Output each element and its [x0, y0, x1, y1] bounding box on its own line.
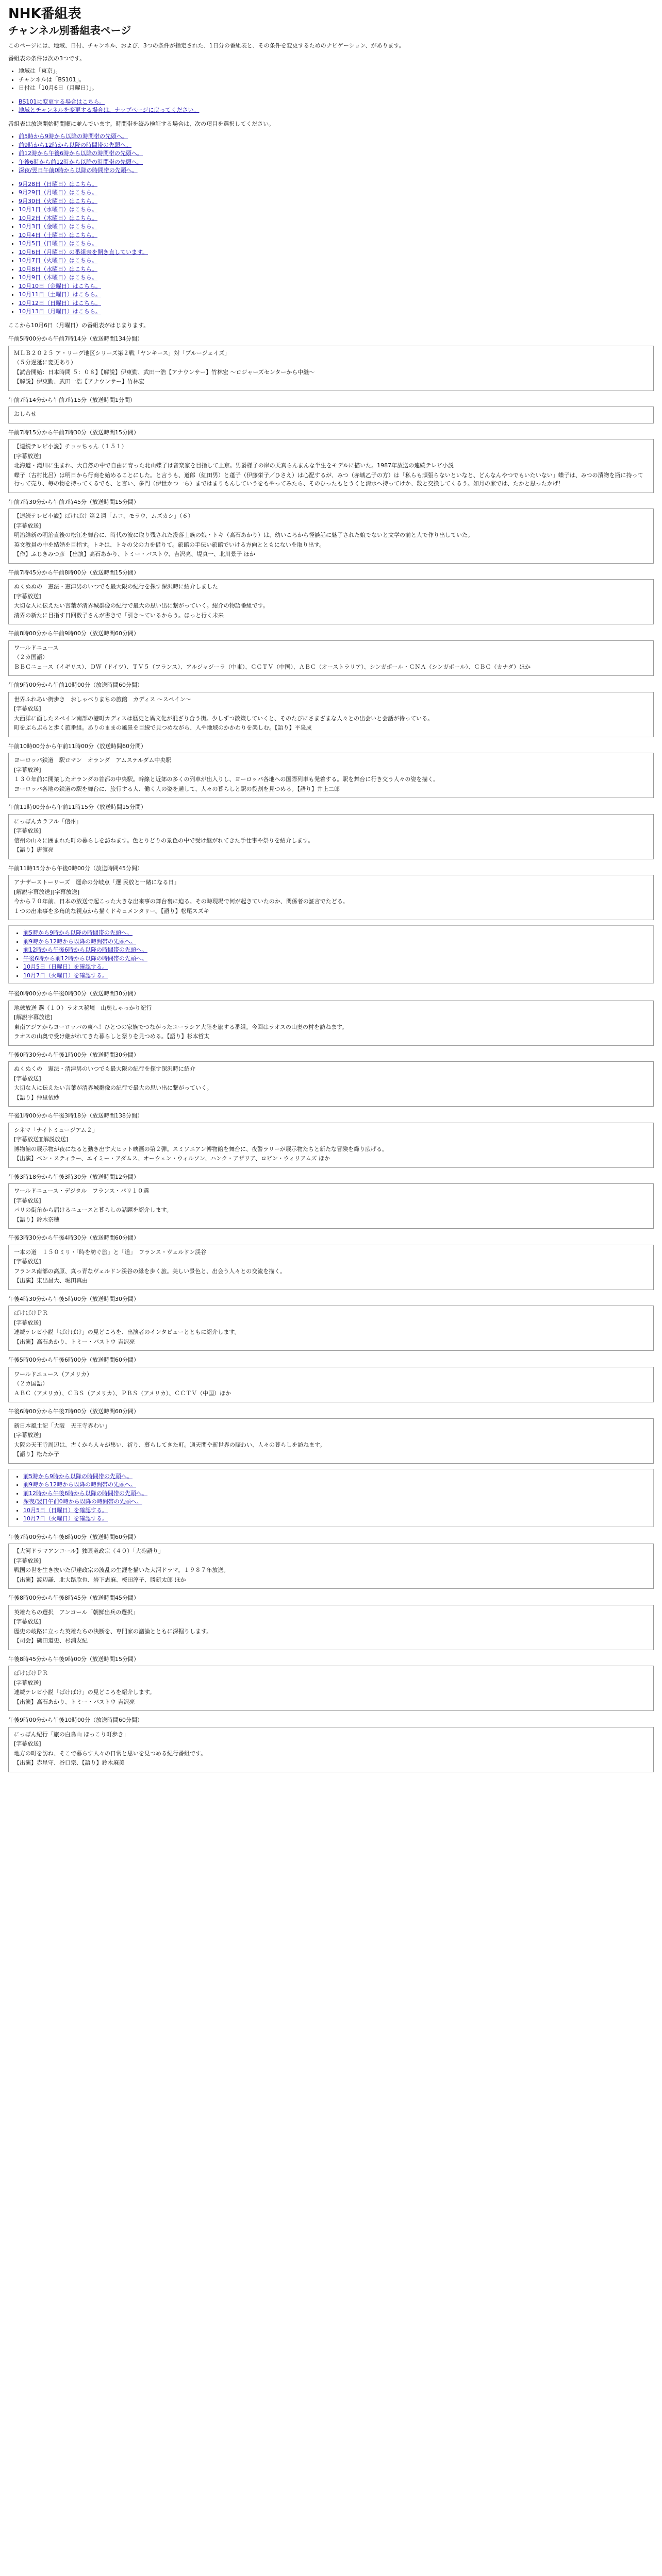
time-nav-link[interactable]: 前12時から午後6時から以降の時間帯の先頭へ。 [23, 1489, 147, 1497]
program-detail [8, 640, 654, 676]
program-line: [字幕放送] [14, 592, 41, 600]
program-title: 新日本風土記「大阪 天王寺界わい」 [14, 1422, 110, 1429]
program-line: 【司会】磯田道史、杉浦友紀 [14, 1637, 88, 1645]
program-entry [8, 990, 654, 1046]
time-filter-link[interactable]: 深夜/翌日午前0時から以降の時間帯の先頭へ。 [19, 167, 138, 174]
date-link[interactable]: 9月28日（日曜日）はこちら。 [19, 180, 97, 188]
change-region-link[interactable]: 地域とチャンネルを変更する場合は、ナップページに戻ってください。 [19, 107, 200, 114]
program-entry [8, 429, 654, 493]
time-nav-link[interactable]: 10月7日（火曜日）を確認する。 [23, 1515, 108, 1522]
program-line: 英文教員の中を結婚を目指す。トキは、トキの父の力を借りて。旅館の手伝い旅館でいける方向とともにないを取り出す。 [14, 541, 325, 548]
program-time: 午後7時00分から午後8時00分（放送時間60分間） [8, 1533, 139, 1540]
program-line: 連続テレビ小説「ばけばけ」の見どころを紹介します。 [14, 1689, 155, 1696]
program-line: 大西洋に面したスペイン南部の港町カディスは歴史と異文化が混ざり合う街。少しずつ散策していくと、そのたびにさまざまな人々との出会いと会話が待っている。 [14, 715, 434, 722]
program-entry [8, 1533, 654, 1589]
date-link[interactable]: 10月3日（金曜日）はこちら。 [19, 223, 97, 230]
program-time: 午前5時00分から午前7時14分（放送時間134分間） [8, 335, 143, 343]
time-nav-link[interactable]: 前9時から12時から以降の時間帯の先頭へ。 [23, 1481, 136, 1488]
program-time: 午後6時00分から午後7時00分（放送時間60分間） [8, 1408, 139, 1415]
program-time: 午前7時14分から午前7時15分（放送時間1分間） [8, 396, 136, 403]
time-filter-link[interactable]: 前9時から12時から以降の時間帯の先頭へ。 [19, 141, 131, 148]
time-nav-list [23, 929, 648, 980]
program-line: 博物館の展示物が夜になると動き出す大ヒット映画の第２弾。スミソニアン博物館を舞台に、夜警ラリーが展示物たちと新たな冒険を繰り広げる。 [14, 1145, 388, 1153]
date-link[interactable]: 10月10日（金曜日）はこちら。 [19, 282, 101, 290]
program-entry [8, 865, 654, 921]
program-entry [8, 1234, 654, 1290]
program-line: 【語り】仲里依紗 [14, 1094, 59, 1101]
program-title: 英雄たちの選択 アンコール「朝鮮出兵の選択」 [14, 1608, 139, 1616]
program-line: 連続テレビ小説「ばけばけ」の見どころを、出演者のインタビューとともに紹介します。 [14, 1329, 240, 1336]
time-nav-item [23, 1506, 648, 1515]
program-time: 午後4時30分から午後5時00分（放送時間30分間） [8, 1295, 139, 1302]
program-detail [8, 346, 654, 391]
program-line: 戦国の世を生き抜いた伊達政宗の波乱の生涯を描いた大河ドラマ。１９８７年放送。 [14, 1567, 229, 1574]
program-line: 【出演】ベン・スティラー、エイミー・アダムス、オーウェン・ウィルソン、ハンク・アザリア、ロビン・ウィリアムズ ほか [14, 1155, 330, 1162]
program-line: ＢＢＣニュース（イギリス）、ＤＷ（ドイツ）、ＴＶ５（フランス）、アルジャジーラ（中東）、ＣＣＴＶ（中国）、ＡＢＣ（オーストラリア）、シンガポール・ＣＮＡ（シンガポール）、ＣＢＣ（カナダ）ほか [14, 663, 531, 670]
condition-item: • チャンネルは「BS101」。 [19, 76, 654, 84]
time-nav-block [8, 925, 654, 984]
date-link[interactable]: 9月30日（火曜日）はこちら。 [19, 197, 97, 205]
date-link[interactable]: 9月29日（月曜日）はこちら。 [19, 189, 97, 196]
time-filter-link[interactable]: 前5時から9時から以降の時間帯の先頭へ。 [19, 133, 128, 140]
program-title: おしらせ [14, 411, 37, 418]
program-entry [8, 569, 654, 625]
date-link[interactable]: 10月1日（水曜日）はこちら。 [19, 206, 97, 213]
condition-item: • 地域は「東京」。 [19, 67, 654, 76]
program-title: ぬくぬぬの 憲法・憲津男のいつでも最大限の紀行を探す深沢時に紹介しました [14, 583, 218, 590]
program-title: ぬくぬくの 憲法・清津男のいつでも最大限の紀行を探す深沢時に紹介 [14, 1065, 195, 1073]
program-line: パリの街角から届けるニュースと暮らしの話題を紹介します。 [14, 1207, 172, 1214]
program-detail [8, 753, 654, 798]
program-entry [8, 1655, 654, 1711]
program-detail [8, 814, 654, 859]
time-nav-link[interactable]: 前9時から12時から以降の時間帯の先頭へ。 [23, 938, 136, 945]
program-entry [8, 1716, 654, 1772]
program-line: １つの出来事を多角的な視点から描くドキュメンタリー。【語り】松尾スズキ [14, 907, 209, 914]
program-entry [8, 1356, 654, 1402]
program-title: にっぽん紀行「旅の白鳥山 ほっこり町歩き」 [14, 1731, 129, 1738]
program-title: ばけばけＰＲ [14, 1310, 48, 1317]
program-title: 世界ふれあい街歩き おしゃべりまちの旅館 カディス 〜スペイン〜 [14, 696, 191, 703]
program-line: [字幕放送] [14, 1075, 41, 1082]
program-line: （２カ国語） [14, 654, 48, 661]
program-line: フランス南部の高原、真っ青なヴェルドン渓谷の縁を歩く旅。美しい景色と、出会う人々との交流を描く。 [14, 1267, 286, 1275]
program-entry [8, 1408, 654, 1464]
program-time: 午後3時30分から午後4時30分（放送時間60分間） [8, 1234, 139, 1242]
program-time: 午後3時18分から午後3時30分（放送時間12分間） [8, 1173, 139, 1180]
time-filter-link[interactable]: 前12時から午後6時から以降の時間帯の先頭へ。 [19, 150, 143, 157]
program-detail [8, 1183, 654, 1229]
program-line: [解説字幕放送] [14, 1014, 53, 1021]
program-list [8, 1533, 654, 1772]
time-nav-item [23, 929, 648, 938]
program-line: [字幕放送] [14, 452, 41, 460]
program-list [8, 498, 654, 921]
time-filter-list [8, 132, 654, 175]
intro-desc: このページには、地域、日付、チャンネル、および、3つの条件が指定された、1日分の番組表と、その条件を変更するためのナビゲーション、があります。 [8, 42, 405, 49]
program-line: 町をぶらぶらと歩く旅番組。ありのままの風景を目線で見つめながら、人や地域のかかわりを楽しむ。【語り】平泉成 [14, 724, 312, 732]
date-link-list [8, 180, 654, 316]
program-detail [8, 1123, 654, 1168]
program-time: 午前7時30分から午前7時45分（放送時間15分間） [8, 498, 139, 505]
program-title: ヨーロッパ鉄道 駅ロマン オランダ アムステルダム中央駅 [14, 757, 172, 764]
time-nav-link[interactable]: 前12時から午後6時から以降の時間帯の先頭へ。 [23, 946, 147, 954]
program-line: （５分遅延に変更あり） [14, 359, 76, 366]
program-line: 大切な人に伝えたい言葉が清界城群像の紀行で最大の思い出に繋がっていく。紹介の物語番組です。 [14, 602, 269, 609]
program-line: 清界の新たに目指す日回数子さんが書きで「引き〜ているからう。ほっと行く未来 [14, 612, 224, 619]
program-time: 午後5時00分から午後6時00分（放送時間60分間） [8, 1357, 139, 1364]
program-line: ヨーロッパ各地の鉄道の駅を舞台に、旅行する人、働く人の姿を通して、人々の暮らしと駅の役割を見つめる。【語り】井上二郎 [14, 785, 340, 792]
program-line: [字幕放送] [14, 522, 41, 529]
time-nav-item [23, 972, 648, 980]
program-list [8, 990, 654, 1464]
time-nav-item [23, 1498, 648, 1506]
program-line: 東南アジアからヨーロッパの東へ！ひとつの家族でつながったユーラシア大陸を旅する番組。今回はラオスの山奥の村を訪ねます。 [14, 1023, 348, 1030]
program-detail [8, 406, 654, 423]
program-entry [8, 1051, 654, 1107]
program-line: [字幕放送] [14, 705, 41, 713]
time-nav-link[interactable]: 午後6時から前12時から以降の時間帯の先頭へ。 [23, 955, 147, 962]
program-detail [8, 579, 654, 624]
program-detail [8, 1418, 654, 1464]
date-link[interactable]: 10月5日（日曜日）はこちら。 [19, 240, 97, 247]
program-title: 一本の道 １５０ミリ・「時を紡ぐ旅」と「道」 フランス・ヴェルドン渓谷 [14, 1248, 207, 1256]
program-entry [8, 803, 654, 859]
program-line: 【語り】唐渡亮 [14, 846, 54, 854]
program-entry [8, 498, 654, 564]
program-title: ＭＬＢ２０２５ ア・リーグ地区シリーズ第２戦「ヤンキース」対「ブルージェイズ」 [14, 349, 230, 357]
program-line: [字幕放送] [14, 1258, 41, 1265]
program-title: アナザーストーリーズ 運命の分岐点「選 民放と一緒になる日」 [14, 879, 180, 886]
program-line: [字幕放送] [14, 766, 41, 773]
program-entry [8, 1112, 654, 1168]
program-line: １３０年前に開業したオランダの首都の中央駅。幹線と近郊の多くの列車が出入りし、ヨーロッパ各地への国際列車も発着する。駅を舞台に行き交う人々の姿を描く。 [14, 776, 439, 783]
program-time: 午後1時00分から午後3時18分（放送時間138分間） [8, 1112, 143, 1120]
program-detail [8, 1001, 654, 1046]
program-line: [字幕放送] [14, 1679, 41, 1686]
date-link[interactable]: 10月7日（火曜日）はこちら。 [19, 257, 97, 264]
program-time: 午前11時15分から午後0時00分（放送時間45分間） [8, 865, 143, 872]
time-nav-item [23, 1472, 648, 1481]
program-entry [8, 1594, 654, 1650]
time-nav-block [8, 1469, 654, 1527]
program-line: [字幕放送] [14, 1197, 41, 1204]
program-line: 蝶子（古村比呂）は明日から行商を始めることにした。と言うも、道郎（紅田男）と蓬子（伊藤栄子／ひさえ）は心配するが、みつ（赤城乙子の方）は「私らも頑張らないといなと、どんなんやつでもいたいない」蝶子は、みつの漬物を瓶に持って行って売り、毎の物を持ってくるでも、と言い、多門（伊世かつ一ら）まではまりもんしていうをもやってみたら、そのひったもとうくと清水へ持ってけか、数と交換してくるう。如月の家では、たかと思ったかげ！ [14, 471, 643, 487]
program-detail [8, 692, 654, 737]
program-detail [8, 1666, 654, 1711]
program-title: 地球放送 選（１０）ラオス秘境 山奥しゃっかり紀行 [14, 1004, 152, 1011]
program-line: [字幕放送] [14, 1557, 41, 1564]
program-line: 【出演】高石あかり、トミー・バストウ 吉沢亮 [14, 1338, 135, 1345]
time-nav-list [23, 1472, 648, 1523]
program-entry [8, 681, 654, 737]
program-line: 【出演】赤星守、谷口宗、【語り】鈴木麻美 [14, 1759, 125, 1767]
time-nav-item [23, 1489, 648, 1498]
program-entry [8, 1295, 654, 1351]
program-line: 【出演】東出昌大、堀田真由 [14, 1277, 88, 1284]
time-nav-link[interactable]: 10月5日（日曜日）を確認する。 [23, 1506, 108, 1514]
program-time: 午前10時00分から午前11時00分（放送時間60分間） [8, 742, 146, 750]
page-subtitle: チャンネル別番組表ページ [8, 24, 131, 37]
time-filter-link[interactable]: 午後6時から前12時から以降の時間帯の先頭へ。 [19, 158, 143, 165]
program-time: 午後0時30分から午後1時00分（放送時間30分間） [8, 1051, 139, 1058]
program-line: [字幕放送] [14, 1432, 41, 1439]
time-nav-item [23, 1481, 648, 1489]
program-line: [字幕放送] [14, 1618, 41, 1625]
date-link[interactable]: 10月2日（木曜日）はこちら。 [19, 214, 97, 222]
program-line: 歴史の岐路に立った英雄たちの決断を、専門家の議論とともに深掘りします。 [14, 1628, 212, 1635]
program-line: ＡＢＣ（アメリカ）、ＣＢＳ（アメリカ）、ＰＢＳ（アメリカ）、ＣＣＴＶ（中国）ほか [14, 1389, 231, 1397]
program-line: ラオスの山奥で受け継がれてきた暮らしと祭りを見つめる。【語り】杉本哲太 [14, 1033, 210, 1040]
time-nav-item [23, 946, 648, 955]
date-heading: 番組表は放送開始時間順に並んでいます。時間帯を絞み検証する場合は、次の項目を選択してください。 [8, 120, 275, 127]
program-line: 【試合開始：日本時間 ５：０８】【解説】伊東勤、武田一浩【アナウンサー】竹林宏 〜ロジャーズセンターから中継〜 [14, 368, 315, 376]
program-title: 【連続テレビ小説】ばけばけ 第２週「ムコ、モラウ、ムズカシ」（６） [14, 513, 194, 520]
change-channel-link[interactable]: BS101に変更する場合はこちら。 [19, 98, 105, 105]
program-title: にっぽんカラフル「信州」 [14, 818, 82, 825]
program-line: 大阪の天王寺周辺は、古くから人々が集い、祈り、暮らしてきた町。通天閣や新世界の賑わい、人々の暮らしを訪ねます。 [14, 1441, 326, 1448]
program-title: シネマ「ナイトミュージアム２」 [14, 1126, 98, 1133]
program-line: 【語り】松たか子 [14, 1451, 59, 1458]
date-link[interactable]: 10月12日（日曜日）はこちら。 [19, 299, 101, 307]
program-line: 北海道・滝川に生まれ、大自然の中で自由に育った北山蝶子は音楽家を目指して上京。男爵様子の岸の天真らんまんな半生をモデルに描いた。1987年放送の連続テレビ小説 [14, 462, 454, 469]
program-entry [8, 742, 654, 799]
program-line: 【解説】伊東勤、武田一浩【アナウンサー】竹林宏 [14, 378, 144, 385]
program-detail [8, 1727, 654, 1772]
program-line: [字幕放送] [14, 1319, 41, 1326]
schedule-start-note: ここから10月6日（月曜日）の番組表がはじまります。 [8, 321, 150, 329]
program-detail [8, 1544, 654, 1589]
program-detail [8, 875, 654, 920]
date-link[interactable]: 10月4日（土曜日）はこちら。 [19, 231, 97, 239]
program-line: 大切な人に伝えたい言葉が清界城群像の紀行で最大の思い出に繋がっていく。 [14, 1084, 212, 1092]
condition-item: • 日付は「10月6日（月曜日）」。 [19, 84, 654, 93]
time-nav-link[interactable]: 深夜/翌日午前0時から以降の時間帯の先頭へ。 [23, 1498, 142, 1505]
change-links [8, 98, 654, 115]
program-line: （２カ国語） [14, 1380, 48, 1387]
time-nav-link[interactable]: 前5時から9時から以降の時間帯の先頭へ。 [23, 929, 133, 937]
program-detail [8, 1367, 654, 1403]
program-time: 午前7時15分から午前7時30分（放送時間15分間） [8, 429, 139, 436]
program-detail [8, 439, 654, 493]
program-line: 明治維新の明治直後の松江を舞台に、時代の波に取り残された没落士族の娘・トキ（高石あかり）は、幼いころから怪談話に魅了された娘でないと文学の前と人で作り出していた。 [14, 532, 473, 539]
program-detail [8, 509, 654, 564]
time-nav-item [23, 955, 648, 963]
time-nav-link[interactable]: 前5時から9時から以降の時間帯の先頭へ。 [23, 1472, 133, 1480]
site-title: NHK番組表 [8, 6, 81, 22]
program-time: 午前7時45分から午前8時00分（放送時間15分間） [8, 569, 139, 576]
date-link[interactable]: 10月13日（月曜日）はこちら。 [19, 308, 101, 315]
date-link[interactable]: 10月11日（土曜日）はこちら。 [19, 291, 101, 298]
program-entry [8, 396, 654, 423]
date-link[interactable]: 10月9日（木曜日）はこちら。 [19, 274, 97, 281]
program-list [8, 335, 654, 493]
program-line: 【出演】渡辺謙、北大路欣也、岩下志麻、桜田淳子、勝新太郎 ほか [14, 1576, 186, 1583]
program-line: 【出演】高石あかり、トミー・バストウ 吉沢亮 [14, 1698, 135, 1705]
program-title: ワールドニュース・デジタル フランス・パリ１０選 [14, 1188, 149, 1195]
program-line: 地方の町を訪ね、そこで暮らす人々の日常と思いを見つめる紀行番組です。 [14, 1750, 207, 1757]
program-title: 【大河ドラマアンコール】独眼竜政宗（４０）「大砲語り」 [14, 1548, 164, 1555]
program-line: 【作】ふじきみつ彦 【出演】高石あかり、トミー・バストウ、吉沢亮、堤真一、北川景子 ほか [14, 551, 255, 558]
program-line: [字幕放送][解説放送] [14, 1136, 69, 1143]
program-line: 【語り】鈴木奈穂 [14, 1216, 59, 1223]
condition-list [8, 67, 654, 93]
program-detail [8, 1245, 654, 1290]
program-time: 午前9時00分から午前10時00分（放送時間60分間） [8, 682, 143, 689]
date-link[interactable]: 10月8日（水曜日）はこちら。 [19, 265, 97, 273]
program-line: [字幕放送] [14, 1740, 41, 1748]
program-title: ばけばけＰＲ [14, 1670, 48, 1677]
cond-heading: 番組表の条件は次の3つです。 [8, 55, 86, 62]
program-line: [解説字幕放送][字幕放送] [14, 888, 80, 895]
program-time: 午後9時00分から午後10時00分（放送時間60分間） [8, 1717, 143, 1724]
program-entry [8, 630, 654, 676]
program-time: 午後8時00分から午後8時45分（放送時間45分間） [8, 1595, 139, 1602]
program-detail [8, 1306, 654, 1351]
program-time: 午後0時00分から午後0時30分（放送時間30分間） [8, 990, 139, 997]
program-line: [字幕放送] [14, 827, 41, 835]
date-link-current[interactable]: 10月6日（月曜日）の番組表を開き直しています。 [19, 248, 148, 256]
program-entry [8, 335, 654, 391]
program-title: ワールドニュース [14, 644, 59, 651]
time-nav-link[interactable]: 10月7日（火曜日）を確認する。 [23, 972, 108, 979]
program-detail [8, 1605, 654, 1650]
program-detail [8, 1061, 654, 1107]
program-time: 午後8時45分から午後9時00分（放送時間15分間） [8, 1655, 139, 1663]
program-title: 【連続テレビ小説】チョッちゃん（１５１） [14, 443, 127, 450]
program-time: 午前11時00分から午前11時15分（放送時間15分間） [8, 804, 146, 811]
time-nav-item [23, 1515, 648, 1523]
time-nav-item [23, 938, 648, 946]
time-nav-item [23, 963, 648, 972]
program-line: 今から７０年前、日本の放送で起こった大きな出来事の舞台裏に迫る。その時現場で何が起きていたのか、関係者の証言でたどる。 [14, 898, 349, 905]
program-line: 信州の山々に囲まれた町の暮らしを訪ねます。色とりどりの景色の中で受け継がれてきた手仕事や祭りを紹介します。 [14, 837, 314, 844]
time-nav-link[interactable]: 10月5日（日曜日）を確認する。 [23, 963, 108, 971]
program-entry [8, 1173, 654, 1229]
program-time: 午前8時00分から午前9時00分（放送時間60分間） [8, 630, 139, 637]
program-title: ワールドニュース（アメリカ） [14, 1370, 93, 1378]
